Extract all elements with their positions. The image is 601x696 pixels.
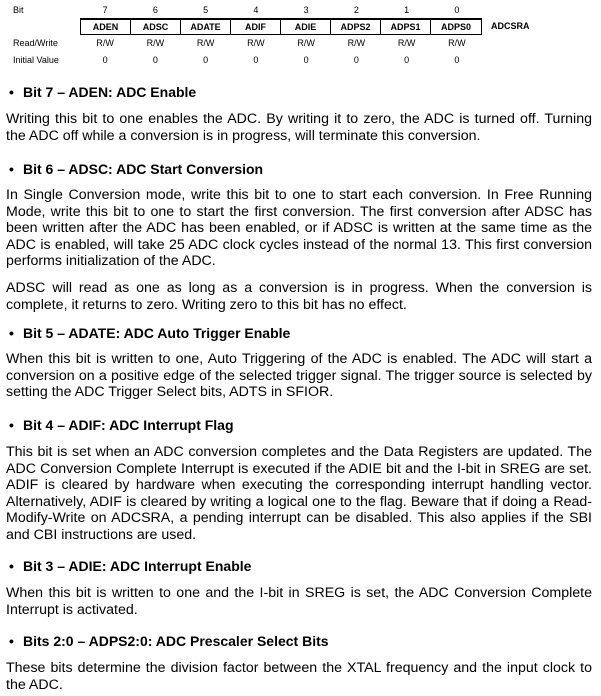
bit-number: 7 — [102, 5, 108, 15]
bit-number: 0 — [454, 5, 460, 15]
initial-value: 0 — [203, 55, 209, 65]
section-heading — [6, 161, 592, 178]
initial-value: 0 — [404, 55, 410, 65]
bullet: • — [9, 558, 14, 574]
heading-text: Bit 3 – ADIE: ADC Interrupt Enable — [23, 558, 252, 574]
bit-name-cell: ADIE — [281, 20, 331, 34]
read-write-values — [80, 38, 482, 48]
rw-value: R/W — [146, 38, 165, 48]
register-name: ADCSRA — [491, 21, 530, 31]
paragraph: These bits determine the division factor between the XTAL frequency and the input clock to the ADC. — [6, 660, 592, 693]
paragraph: This bit is set when an ADC conversion completes and the Data Registers are updated. The ADC Conversion Complete Interrupt is executed if the ADIE bit and the I-bit in SREG are set. ADIF is cleared by hardware when executing the corresponding interrupt handling vector. Alternatively, ADIF is cleared by writing a logical one to the flag. Beware that if doing a Read-Modify-Write on ADCSRA, a pending interrupt can be disabled. This also applies if the SBI and CBI instructions are used. — [6, 444, 592, 543]
rw-value: R/W — [297, 38, 315, 48]
section-heading — [6, 417, 592, 434]
section-heading — [6, 84, 592, 101]
bit-name-cell: ADATE — [181, 20, 231, 34]
section-heading — [6, 633, 592, 650]
bit-number: 2 — [353, 5, 359, 15]
initial-values — [80, 55, 482, 65]
heading-text: Bit 5 – ADATE: ADC Auto Trigger Enable — [23, 325, 291, 341]
rw-value: R/W — [347, 38, 366, 48]
bit-number: 4 — [253, 5, 259, 15]
heading-text: Bits 2:0 – ADPS2:0: ADC Prescaler Select Bits — [23, 633, 329, 649]
paragraph: ADSC will read as one as long as a conversion is in progress. When the conversion is complete, it returns to zero. Writing zero to this bit has no effect. — [6, 279, 592, 313]
bit-numbers — [80, 5, 482, 15]
bit-name-cell: ADPS1 — [381, 20, 431, 34]
rw-value: R/W — [196, 38, 215, 48]
section-aden — [6, 84, 592, 144]
initial-value: 0 — [253, 55, 259, 65]
bit-name-cells — [80, 18, 482, 35]
bit-number: 3 — [303, 5, 309, 15]
heading-text: Bit 6 – ADSC: ADC Start Conversion — [23, 161, 264, 177]
initial-value: 0 — [152, 55, 158, 65]
initial-value: 0 — [454, 55, 460, 65]
bullet: • — [9, 84, 14, 100]
rw-value: R/W — [96, 38, 114, 48]
bullet: • — [9, 325, 14, 341]
bit-name-cell: ADPS2 — [331, 20, 381, 34]
bit-row-label: Bit — [13, 5, 24, 15]
bit-name-cell: ADIF — [231, 20, 281, 34]
bullet: • — [9, 633, 14, 649]
paragraph: Writing this bit to one enables the ADC. By writing it to zero, the ADC is turned off. Turning the ADC off while a conversion is in progress, will terminate this conversion. — [6, 111, 592, 144]
initial-value: 0 — [353, 55, 359, 65]
initial-value: 0 — [303, 55, 309, 65]
heading-text: Bit 7 – ADEN: ADC Enable — [23, 84, 197, 100]
read-write-row-label: Read/Write — [13, 38, 58, 48]
register-table — [0, 0, 601, 70]
paragraph: When this bit is written to one, Auto Triggering of the ADC is enabled. The ADC will start a conversion on a positive edge of the selected trigger signal. The trigger source is selected by setting the ADC Trigger Select bits, ADTS in SFIOR. — [6, 351, 592, 401]
heading-text: Bit 4 – ADIF: ADC Interrupt Flag — [23, 417, 234, 433]
section-adie — [6, 558, 592, 618]
section-adps — [6, 633, 592, 693]
paragraph: In Single Conversion mode, write this bit to one to start each conversion. In Free Running Mode, write this bit to one to start the first conversion. The first conversion after ADSC has been written after the ADC has been enabled, or if ADSC is written at the same time as the ADC is enabled, will take 25 ADC clock cycles instead of the normal 13. This first conversion performs initialization of the ADC. — [6, 187, 592, 270]
bit-name-cell: ADPS0 — [440, 22, 471, 32]
section-adsc — [6, 161, 592, 313]
rw-value: R/W — [397, 38, 416, 48]
bit-number: 5 — [203, 5, 209, 15]
section-adate — [6, 325, 592, 401]
section-heading — [6, 558, 592, 575]
initial-value: 0 — [102, 55, 108, 65]
bullet: • — [9, 161, 14, 177]
rw-value: R/W — [247, 38, 265, 48]
rw-value: R/W — [448, 38, 466, 48]
section-heading — [6, 325, 592, 342]
section-adif — [6, 417, 592, 544]
bullet: • — [9, 417, 14, 433]
bit-number: 6 — [152, 5, 158, 15]
initial-value-row-label: Initial Value — [13, 55, 59, 65]
paragraph: When this bit is written to one and the I-bit in SREG is set, the ADC Conversion Complete Interrupt is activated. — [6, 585, 592, 618]
bit-number: 1 — [404, 5, 410, 15]
bit-name-cell: ADEN — [81, 20, 131, 34]
bit-name-cell: ADSC — [131, 20, 181, 34]
